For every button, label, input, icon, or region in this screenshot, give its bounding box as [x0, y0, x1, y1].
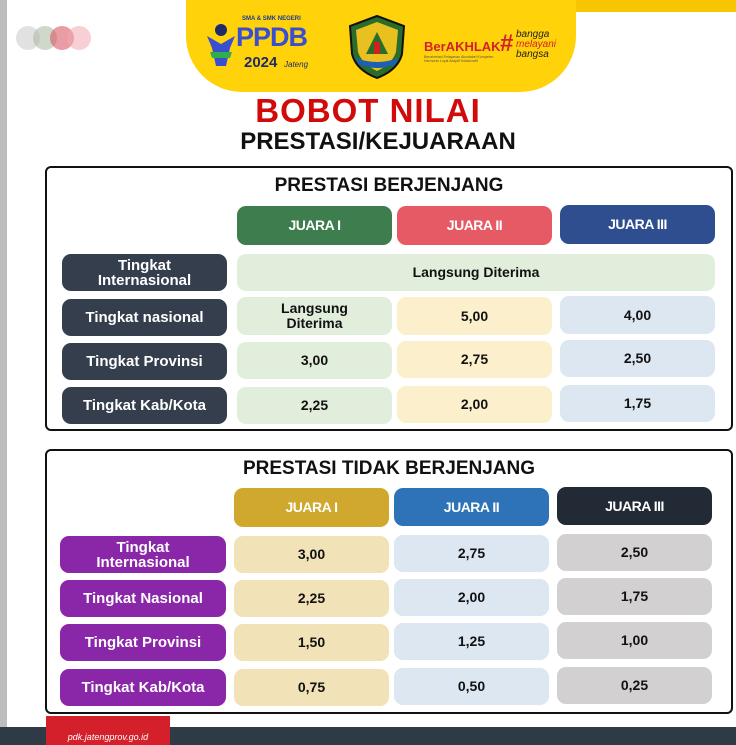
- melayani-word: melayani: [516, 39, 557, 50]
- ppdb-year: 2024: [244, 54, 278, 71]
- berjenjang-provinsi-juara-1: 3,00: [237, 342, 392, 379]
- bangga-word: bangga: [516, 29, 550, 40]
- ppdb-subtitle: SMA & SMK NEGERI: [242, 16, 301, 22]
- tidak-berjenjang-kabkota-juara-1: 0,75: [234, 669, 389, 706]
- tidak-berjenjang-header-juara-2: JUARA II: [394, 488, 549, 526]
- berjenjang-kabkota-juara-3: 1,75: [560, 385, 715, 422]
- tidak-berjenjang-nasional-juara-2: 2,00: [394, 579, 549, 616]
- top-accent-bar: [560, 0, 736, 12]
- berakhlak-logo: [424, 26, 564, 66]
- tidak-berjenjang-header-juara-1: JUARA I: [234, 488, 389, 527]
- berjenjang-nasional-juara-3: 4,00: [560, 296, 715, 334]
- ppdb-wordmark: PPDB: [236, 22, 308, 52]
- berjenjang-nasional-juara-2: 5,00: [397, 297, 552, 335]
- berjenjang-internasional-span: Langsung Diterima: [237, 254, 715, 291]
- page-subtitle: PRESTASI/KEJUARAAN: [240, 128, 516, 155]
- berjenjang-header-juara-1: JUARA I: [237, 206, 392, 245]
- hashtag-icon: #: [500, 30, 514, 57]
- bangga-melayani-bangsa: [516, 30, 556, 60]
- decorative-dots: [16, 26, 96, 52]
- tidak-berjenjang-internasional-juara-2: 2,75: [394, 535, 549, 572]
- berjenjang-row-label-provinsi: Tingkat Provinsi: [62, 343, 227, 380]
- footer-url: pdk.jatengprov.go.id: [46, 716, 170, 745]
- dot-pink: [67, 26, 91, 50]
- berjenjang-provinsi-juara-2: 2,75: [397, 341, 552, 378]
- tidak-berjenjang-title: PRESTASI TIDAK BERJENJANG: [242, 458, 536, 479]
- tidak-berjenjang-provinsi-juara-2: 1,25: [394, 623, 549, 660]
- tidak-berjenjang-internasional-juara-3: 2,50: [557, 534, 712, 571]
- tidak-berjenjang-provinsi-juara-3: 1,00: [557, 622, 712, 659]
- berjenjang-header-juara-3: JUARA III: [560, 205, 715, 244]
- ppdb-logo: [204, 16, 316, 76]
- tidak-berjenjang-row-label-kabkota: Tingkat Kab/Kota: [60, 669, 226, 706]
- berjenjang-row-label-internasional: Tingkat Internasional: [62, 254, 227, 291]
- berjenjang-kabkota-juara-1: 2,25: [237, 387, 392, 424]
- berakhlak-wordmark: BerAKHLAK: [424, 39, 501, 54]
- tidak-berjenjang-nasional-juara-1: 2,25: [234, 580, 389, 617]
- berjenjang-row-label-kabkota: Tingkat Kab/Kota: [62, 387, 227, 424]
- berakhlak-caption: Berorientasi Pelayanan Akuntabel Kompeten Harmonis Loyal Adaptif Kolaboratif: [424, 55, 494, 63]
- berjenjang-title: PRESTASI BERJENJANG: [274, 175, 504, 196]
- berjenjang-provinsi-juara-3: 2,50: [560, 340, 715, 377]
- tidak-berjenjang-internasional-juara-1: 3,00: [234, 536, 389, 573]
- tidak-berjenjang-provinsi-juara-1: 1,50: [234, 624, 389, 661]
- ppdb-figure-icon: [204, 22, 238, 68]
- tidak-berjenjang-kabkota-juara-3: 0,25: [557, 667, 712, 704]
- berjenjang-nasional-juara-1: Langsung Diterima: [237, 297, 392, 335]
- tidak-berjenjang-table: [45, 449, 733, 714]
- tidak-berjenjang-header-juara-3: JUARA III: [557, 487, 712, 525]
- tidak-berjenjang-row-label-internasional: Tingkat Internasional: [60, 536, 226, 573]
- berjenjang-table: [45, 166, 733, 431]
- tidak-berjenjang-kabkota-juara-2: 0,50: [394, 668, 549, 705]
- berjenjang-kabkota-juara-2: 2,00: [397, 386, 552, 423]
- province-crest-icon: [346, 14, 408, 80]
- tidak-berjenjang-row-label-provinsi: Tingkat Provinsi: [60, 624, 226, 661]
- bangsa-word: bangsa: [516, 49, 549, 60]
- berjenjang-header-juara-2: JUARA II: [397, 206, 552, 245]
- tidak-berjenjang-nasional-juara-3: 1,75: [557, 578, 712, 615]
- ppdb-tagline: Jateng: [284, 60, 309, 69]
- tidak-berjenjang-row-label-nasional: Tingkat Nasional: [60, 580, 226, 617]
- berjenjang-row-label-nasional: Tingkat nasional: [62, 299, 227, 336]
- page-title: BOBOT NILAI: [255, 92, 481, 129]
